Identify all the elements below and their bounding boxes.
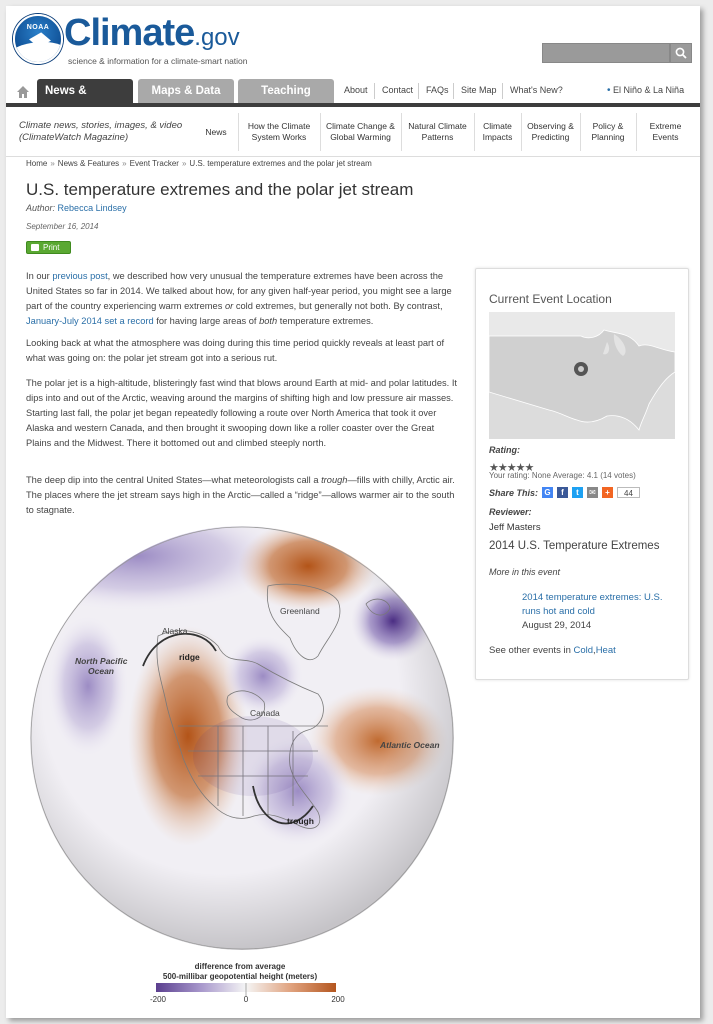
cold-events-link[interactable]: Cold <box>573 645 594 656</box>
printer-icon <box>31 244 39 251</box>
site-title[interactable] <box>64 12 240 55</box>
site-name: Climate <box>64 12 195 54</box>
nav-divider <box>418 83 419 99</box>
subnav-climate-system[interactable]: How the Climate System Works <box>238 113 319 151</box>
facebook-share-icon[interactable]: f <box>557 487 568 498</box>
section-description: Climate news, stories, images, & video (ClimateWatch Magazine) <box>19 120 183 143</box>
sidebar-heading: Current Event Location <box>489 292 612 306</box>
paragraph-3: The polar jet is a high-altitude, blisteringly fast wind that blows around Earth at mid- and polar latitudes. It dips into and out of the Arctic, weaving around the margins of shifting high and low pressure air masses. Starting last fall, the polar jet began repeatedly following a route over North America that took it over Alaska and western Canada, and then brought it swooping down like a roller coaster over the Great Plains and the Midwest. There it bottomed out and climbed steeply north. <box>26 378 457 448</box>
search-input[interactable] <box>542 43 670 63</box>
ridge-label: ridge <box>179 652 200 662</box>
breadcrumb-event-tracker[interactable]: Event Tracker <box>129 159 179 168</box>
previous-post-link[interactable]: previous post <box>52 271 108 281</box>
author-link[interactable]: Rebecca Lindsey <box>57 203 127 213</box>
text: In our <box>26 271 53 281</box>
google-share-icon[interactable]: G <box>542 487 553 498</box>
site-suffix: .gov <box>194 24 240 51</box>
nav-divider <box>374 83 375 99</box>
site-tagline: science & information for a climate-smart nation <box>68 56 248 66</box>
comma: , <box>593 645 596 656</box>
subnav-news[interactable]: News <box>205 126 227 137</box>
atlantic-ocean-label: Atlantic Ocean <box>380 740 440 750</box>
text: cold extremes, but generally not both. By contrast, <box>233 301 443 311</box>
trough-label: trough <box>287 816 314 826</box>
subnav-extreme-events[interactable]: Extreme Events <box>636 113 694 151</box>
noaa-logo[interactable] <box>13 14 63 64</box>
site-header <box>6 6 700 84</box>
share-label: Share This: <box>489 488 539 498</box>
text: , we described how very unusual the temperature extremes have been across the United States so far in 2014. We talked about how, for any given half-year period, you might see a large part of the country experiencing warm extremes <box>26 271 452 311</box>
nav-divider <box>453 83 454 99</box>
reviewer-label: Reviewer: <box>489 507 532 517</box>
share-icons <box>542 487 640 498</box>
reviewer-name: Jeff Masters <box>489 522 541 533</box>
location-map-graphic <box>489 312 675 439</box>
breadcrumb-separator: » <box>50 159 55 168</box>
legend-title: difference from average <box>194 962 286 971</box>
subnav-observing[interactable]: Observing & Predicting <box>521 113 579 151</box>
top-navigation <box>6 79 700 105</box>
legend-mid: 0 <box>243 995 249 1004</box>
elnino-label: El Niño & La Niña <box>613 85 685 95</box>
other-events-prefix: See other events in <box>489 645 574 656</box>
tab-teaching-climate[interactable]: Teaching <box>238 79 334 103</box>
about-link[interactable]: About <box>344 85 368 95</box>
tab-news-features[interactable]: News & <box>37 79 133 103</box>
heat-events-link[interactable]: Heat <box>595 645 616 656</box>
text: The deep dip into the central United States—what meteorologists call a <box>26 475 322 485</box>
paragraph-4 <box>26 473 462 518</box>
other-events <box>489 645 616 656</box>
more-in-event-label: More in this event <box>489 567 561 577</box>
section-navigation <box>6 107 700 157</box>
breadcrumb <box>26 159 372 168</box>
event-sidebar <box>475 268 689 680</box>
bullet-icon: • <box>607 85 611 96</box>
publish-date: September 16, 2014 <box>26 222 99 231</box>
search-icon <box>675 47 687 59</box>
event-name: 2014 U.S. Temperature Extremes <box>489 540 660 552</box>
location-map[interactable] <box>489 312 675 439</box>
contact-link[interactable]: Contact <box>382 85 414 95</box>
ocean-label: Ocean <box>88 666 114 676</box>
author-label: Author: <box>26 203 56 213</box>
record-link[interactable]: January-July 2014 set a record <box>26 316 154 326</box>
page-title: U.S. temperature extremes and the polar jet stream <box>26 180 414 199</box>
author-line <box>26 203 127 213</box>
legend-subtitle: 500-millibar geopotential height (meters) <box>162 972 318 981</box>
noaa-wave-icon <box>13 42 63 64</box>
print-label: Print <box>43 243 60 252</box>
greenland-label: Greenland <box>280 606 320 616</box>
north-pacific-label: North Pacific <box>75 656 128 666</box>
elnino-lanina-link[interactable] <box>607 85 684 96</box>
breadcrumb-news[interactable]: News & Features <box>57 159 120 168</box>
subnav-climate-impacts[interactable]: Climate Impacts <box>474 113 520 151</box>
subnav-policy[interactable]: Policy & Planning <box>580 113 635 151</box>
subnav-natural-patterns[interactable]: Natural Climate Patterns <box>401 113 473 151</box>
home-icon[interactable] <box>16 85 30 99</box>
email-share-icon[interactable]: ✉ <box>587 487 598 498</box>
site-map-link[interactable]: Site Map <box>461 85 497 95</box>
breadcrumb-current: U.S. temperature extremes and the polar jet stream <box>189 159 372 168</box>
search-button[interactable] <box>670 43 692 63</box>
related-article-date: August 29, 2014 <box>522 620 592 631</box>
faqs-link[interactable]: FAQs <box>426 85 449 95</box>
alaska-label: Alaska <box>162 626 188 636</box>
star-rating-icon[interactable]: ★★★★★ <box>489 462 534 474</box>
page <box>6 6 700 1018</box>
twitter-share-icon[interactable]: t <box>572 487 583 498</box>
legend-min: -200 <box>149 995 167 1004</box>
rating-label: Rating: <box>489 445 520 455</box>
text: trough <box>321 475 348 485</box>
breadcrumb-separator: » <box>122 159 127 168</box>
paragraph-1 <box>26 269 462 329</box>
tab-maps-data[interactable]: Maps & Data <box>138 79 234 103</box>
anomaly-globe-graphic <box>28 526 456 1006</box>
nav-divider <box>502 83 503 99</box>
text: for having large areas of <box>153 316 260 326</box>
text: —fills with chilly, Arctic air. The places where the jet stream says high in the Arctic—called a “ridge”—allows warmer air to the south to stagnate. <box>26 475 455 515</box>
print-button[interactable] <box>26 241 71 254</box>
breadcrumb-home[interactable]: Home <box>26 159 48 168</box>
jet-stream-map <box>28 526 456 1006</box>
more-share-icon[interactable]: + <box>602 487 613 498</box>
breadcrumb-separator: » <box>181 159 187 168</box>
noaa-logo-text: NOAA <box>26 24 50 31</box>
subnav-climate-change[interactable]: Climate Change & Global Warming <box>320 113 400 151</box>
share-count: 44 <box>617 487 640 498</box>
related-article-link[interactable]: 2014 temperature extremes: U.S. runs hot and cold <box>522 592 663 617</box>
whats-new-link[interactable]: What's New? <box>510 85 563 95</box>
legend-max: 200 <box>331 995 345 1004</box>
rating-info: Your rating: None Average: 4.1 (14 votes) <box>489 471 636 480</box>
paragraph-2: Looking back at what the atmosphere was doing during this time period quickly reveals at least part of what was going on: the polar jet stream got into a serious rut. <box>26 338 445 363</box>
text: both <box>259 316 278 326</box>
text: or <box>224 301 234 311</box>
canada-label: Canada <box>250 708 280 718</box>
text: temperature extremes. <box>277 316 374 326</box>
